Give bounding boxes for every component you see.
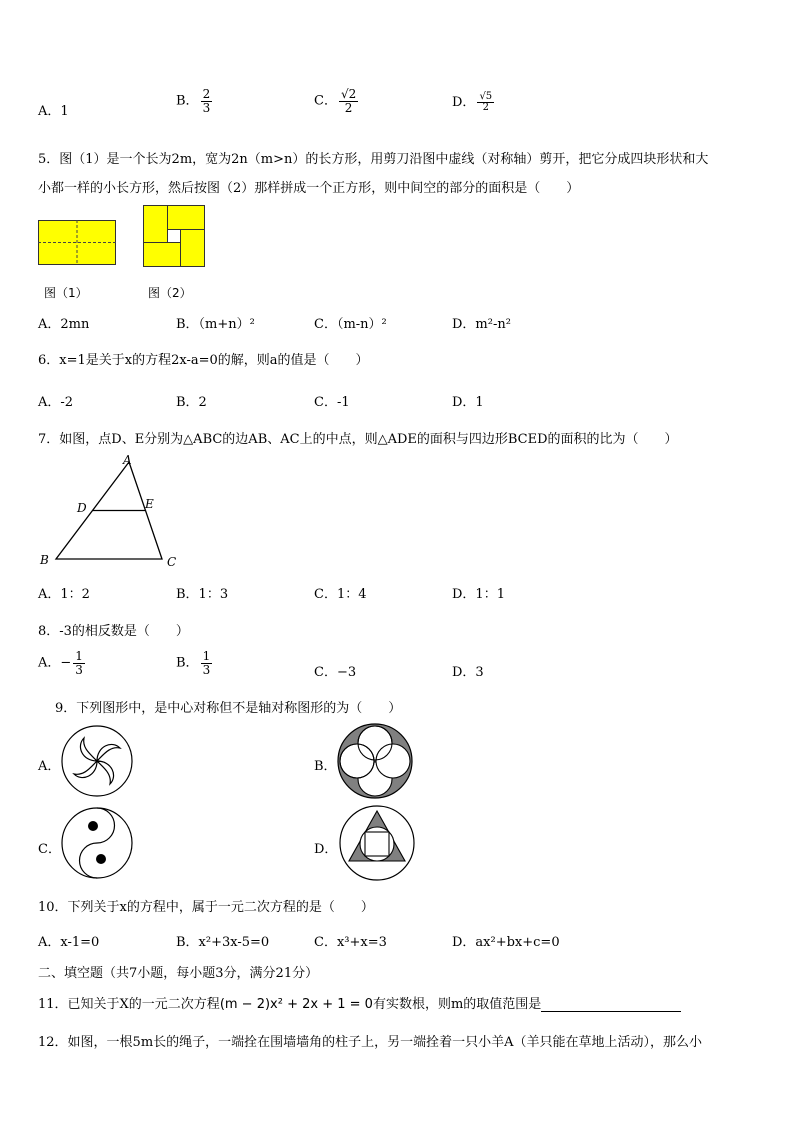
point-e-label: E (145, 497, 154, 511)
fraction-numerator: √2 (340, 87, 357, 101)
q4-option-c (314, 88, 360, 114)
fraction-numerator: 2 (202, 87, 211, 101)
q7-option-b: B．1：3 (176, 587, 229, 602)
fraction-denominator: 3 (202, 662, 211, 677)
q11-answer-blank[interactable] (541, 999, 681, 1012)
fraction-denominator: 3 (202, 100, 211, 115)
q9-option-c-label: C． (38, 842, 61, 857)
point-b-label: B (40, 553, 49, 567)
q10-option-c: C．x³+x=3 (314, 935, 387, 950)
q11-stem (38, 993, 681, 1012)
q11-formula: (m − 2)x² + 2x + 1 = 0 (219, 997, 373, 1012)
q7-option-a: A．1：2 (38, 587, 90, 602)
q4-option-d (452, 91, 496, 114)
fraction-denominator: 2 (344, 100, 353, 115)
section2-heading: 二、填空题（共7小题，每小题3分，满分21分） (38, 966, 319, 981)
q8-option-a-fraction (73, 650, 85, 676)
fig2-center-hole (168, 230, 181, 243)
q5-stem-line2: 小都一样的小长方形，然后按图（2）那样拼成一个正方形，则中间空的部分的面积是（ ） (38, 181, 580, 196)
q7-triangle-figure (38, 452, 198, 572)
q11-stem-a: 11．已知关于X的一元二次方程 (38, 997, 220, 1012)
q8-option-d: D．3 (452, 665, 484, 680)
q6-stem: 6．x=1是关于x的方程2x-a=0的解，则a的值是（ ） (38, 353, 369, 368)
fraction-numerator: 1 (75, 649, 83, 663)
fraction-numerator: 1 (202, 649, 211, 663)
q5-stem-line1: 5．图（1）是一个长为2m，宽为2n（m>n）的长方形，用剪刀沿图中虚线（对称轴）剪开，把它分成四块形状和大 (38, 152, 709, 167)
q4-option-d-prefix: D． (452, 95, 476, 110)
q8-option-b (176, 650, 214, 676)
fraction-denominator: 2 (482, 102, 489, 113)
q4-option-a: A．1 (38, 104, 69, 119)
q4-option-b-prefix: B． (176, 93, 199, 109)
q5-figure2 (143, 205, 207, 269)
q8-option-a-prefix: A．− (38, 655, 72, 671)
point-d-label: D (77, 501, 87, 515)
point-c-label: C (167, 555, 177, 569)
q10-option-b: B．x²+3x-5=0 (176, 935, 270, 950)
point-a-label: A (123, 453, 132, 467)
fraction-denominator: 3 (75, 662, 83, 677)
q9-option-a-label: A． (38, 759, 61, 774)
q9-option-a-figure (60, 724, 136, 800)
petal-circle (376, 744, 410, 778)
q5-option-b: B．（m+n）² (176, 317, 255, 332)
fraction-numerator: √5 (479, 90, 493, 102)
q6-option-d: D．1 (452, 395, 484, 410)
q6-option-a: A．-2 (38, 395, 74, 410)
q8-option-b-fraction (201, 650, 213, 676)
dot-upper (88, 821, 98, 831)
dot-lower (96, 854, 106, 864)
q5-option-a: A．2mn (38, 317, 90, 332)
inner-square (365, 832, 389, 856)
q9-option-b-figure (336, 722, 416, 802)
q7-option-c: C．1：4 (314, 587, 367, 602)
q7-stem: 7．如图，点D、E分别为△ABC的边AB、AC上的中点，则△ADE的面积与四边形BCED的面积的比为（ ） (38, 432, 678, 447)
q9-stem: 9．下列图形中，是中心对称但不是轴对称图形的为（ ） (55, 701, 402, 716)
q8-stem: 8．-3的相反数是（ ） (38, 624, 189, 639)
q6-option-b: B．2 (176, 395, 207, 410)
q4-option-b-fraction (201, 88, 213, 114)
q6-option-c: C．-1 (314, 395, 350, 410)
q5-option-c: C．（m-n）² (314, 317, 387, 332)
q11-stem-b: 有实数根，则m的取值范围是 (372, 997, 542, 1012)
q9-option-c-figure (60, 806, 136, 882)
q5-figure1-label: 图（1） (44, 286, 88, 300)
q9-option-d-figure (338, 803, 418, 883)
q4-option-c-prefix: C． (314, 93, 337, 109)
q10-stem: 10．下列关于x的方程中，属于一元二次方程的是（ ） (38, 900, 374, 915)
q5-option-d: D．m²-n² (452, 317, 511, 332)
q10-option-d: D．ax²+bx+c=0 (452, 935, 560, 950)
q8-option-a (38, 650, 87, 676)
q5-figure2-label: 图（2） (148, 286, 192, 300)
q8-option-b-prefix: B． (176, 655, 199, 671)
q5-figure1 (38, 220, 118, 266)
q8-option-c: C．−3 (314, 665, 357, 680)
q4-option-d-fraction (477, 92, 494, 114)
q12-stem: 12．如图，一根5m长的绳子，一端拴在围墙墙角的柱子上，另一端拴着一只小羊A（羊只能在草地上活动），那么小 (38, 1035, 703, 1050)
q4-option-c-fraction (339, 88, 358, 114)
q9-option-d-label: D． (314, 842, 338, 857)
q7-option-d: D．1：1 (452, 587, 505, 602)
q4-option-b (176, 88, 214, 114)
q9-option-b-label: B． (314, 759, 337, 774)
q10-option-a: A．x-1=0 (38, 935, 100, 950)
